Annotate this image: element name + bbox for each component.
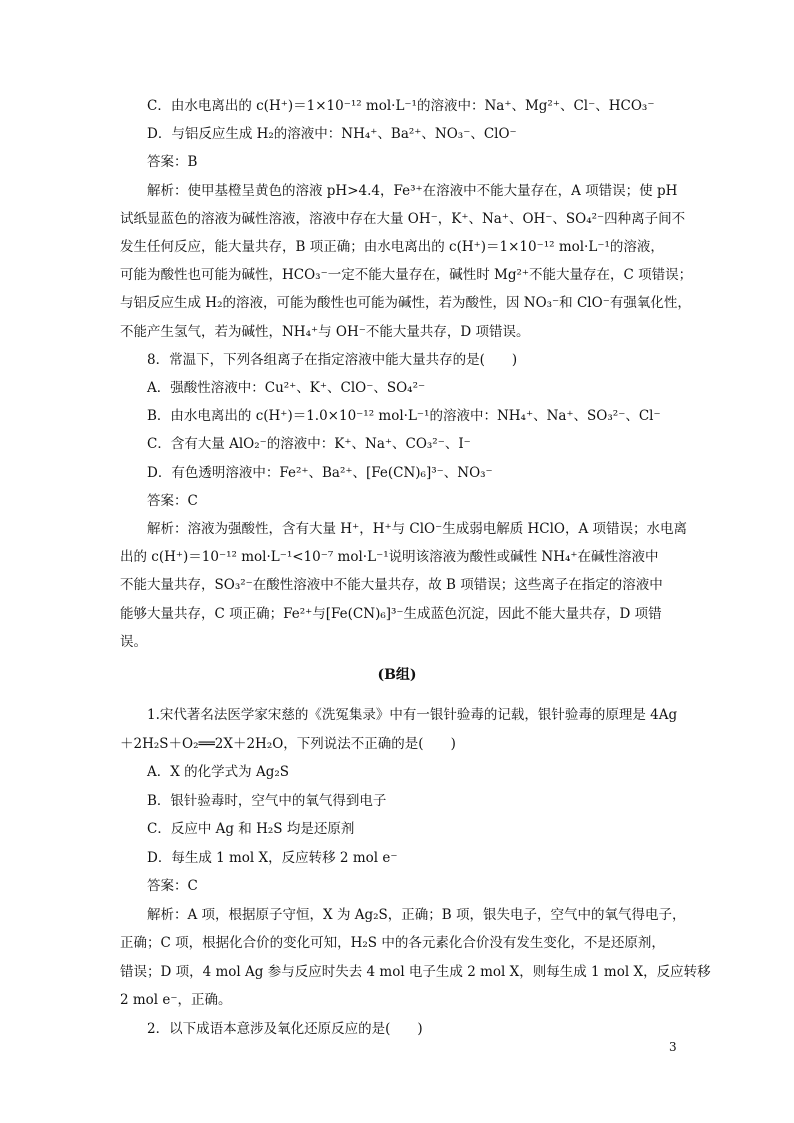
text-line: 解析：溶液为强酸性，含有大量 H⁺，H⁺与 ClO⁻生成弱电解质 HClO，A 项错误；水电离 bbox=[147, 521, 688, 537]
page-number: 3 bbox=[669, 1040, 677, 1054]
text-line: 出的 c(H⁺)＝10⁻¹² mol·L⁻¹<10⁻⁷ mol·L⁻¹说明该溶液为酸性或碱性 NH₄⁺在碱性溶液中 bbox=[120, 549, 659, 566]
text-line: 2．以下成语本意涉及氧化还原反应的是( ) bbox=[147, 1020, 423, 1037]
text-line: 与铝反应生成 H₂的溶液，可能为酸性也可能为碱性，若为酸性，因 NO₃⁻和 ClO⁻有强氧化性， bbox=[120, 295, 691, 312]
text-line: 不能大量共存，SO₃²⁻在酸性溶液中不能大量共存，故 B 项错误；这些离子在指定的溶液中 bbox=[120, 577, 663, 594]
text-line: 答案：C bbox=[147, 878, 198, 894]
text-line: C．含有大量 AlO₂⁻的溶液中：K⁺、Na⁺、CO₃²⁻、I⁻ bbox=[147, 436, 471, 453]
text-line: C．反应中 Ag 和 H₂S 均是还原剂 bbox=[147, 821, 355, 837]
text-line: 答案：B bbox=[147, 154, 198, 171]
text-line: 试纸显蓝色的溶液为碱性溶液，溶液中存在大量 OH⁻，K⁺、Na⁺、OH⁻、SO₄²⁻四种离子间不 bbox=[120, 210, 686, 227]
text-line: 2 mol e⁻，正确。 bbox=[120, 992, 232, 1008]
text-line: 1.宋代著名法医学家宋慈的《洗冤集录》中有一银针验毒的记载，银针验毒的原理是 4Ag bbox=[147, 707, 678, 723]
text-line: B．由水电离出的 c(H⁺)＝1.0×10⁻¹² mol·L⁻¹的溶液中：NH₄⁺、Na⁺、SO₃²⁻、Cl⁻ bbox=[147, 408, 661, 425]
text-line: 可能为酸性也可能为碱性，HCO₃⁻一定不能大量存在，碱性时 Mg²⁺不能大量存在，C 项错误； bbox=[120, 267, 693, 284]
text-line: 答案：C bbox=[147, 492, 198, 509]
text-line: C．由水电离出的 c(H⁺)＝1×10⁻¹² mol·L⁻¹的溶液中：Na⁺、Mg²⁺、Cl⁻、HCO₃⁻ bbox=[147, 98, 655, 114]
text-line: D．每生成 1 mol X，反应转移 2 mol e⁻ bbox=[147, 849, 398, 866]
text-line: 解析：使甲基橙呈黄色的溶液 pH>4.4，Fe³⁺在溶液中不能大量存在，A 项错误；使 pH bbox=[147, 182, 678, 199]
text-line: 正确；C 项，根据化合价的变化可知，H₂S 中的各元素化合价没有发生变化，不是还原剂， bbox=[120, 935, 665, 951]
text-line: 误。 bbox=[120, 633, 147, 650]
text-line: 发生任何反应，能大量共存，B 项正确；由水电离出的 c(H⁺)＝1×10⁻¹² mol·L⁻¹的溶液， bbox=[120, 239, 664, 255]
section-title: (B组) bbox=[377, 667, 417, 683]
text-line: 错误；D 项，4 mol Ag 参与反应时失去 4 mol 电子生成 2 mol X，则每生成 1 mol X，反应转移 bbox=[120, 963, 711, 980]
text-line: B．银针验毒时，空气中的氧气得到电子 bbox=[147, 792, 387, 809]
text-line: D．有色透明溶液中：Fe²⁺、Ba²⁺、[Fe(CN)₆]³⁻、NO₃⁻ bbox=[147, 464, 493, 481]
text-line: D．与铝反应生成 H₂的溶液中：NH₄⁺、Ba²⁺、NO₃⁻、ClO⁻ bbox=[147, 126, 517, 143]
text-line: 不能产生氢气，若为碱性，NH₄⁺与 OH⁻不能大量共存，D 项错误。 bbox=[120, 323, 530, 340]
text-line: 能够大量共存，C 项正确；Fe²⁺与[Fe(CN)₆]³⁻生成蓝色沉淀，因此不能大量共存，D 项错 bbox=[120, 605, 662, 622]
text-line: 8．常温下，下列各组离子在指定溶液中能大量共存的是( ) bbox=[147, 351, 518, 368]
text-line: A．X 的化学式为 Ag₂S bbox=[147, 764, 289, 780]
text-line: ＋2H₂S＋O₂══2X＋2H₂O，下列说法不正确的是( ) bbox=[120, 735, 456, 752]
text-line: 解析：A 项，根据原子守恒，X 为 Ag₂S，正确；B 项，银失电子，空气中的氧气得电子， bbox=[147, 906, 686, 923]
text-line: A．强酸性溶液中：Cu²⁺、K⁺、ClO⁻、SO₄²⁻ bbox=[147, 380, 426, 396]
